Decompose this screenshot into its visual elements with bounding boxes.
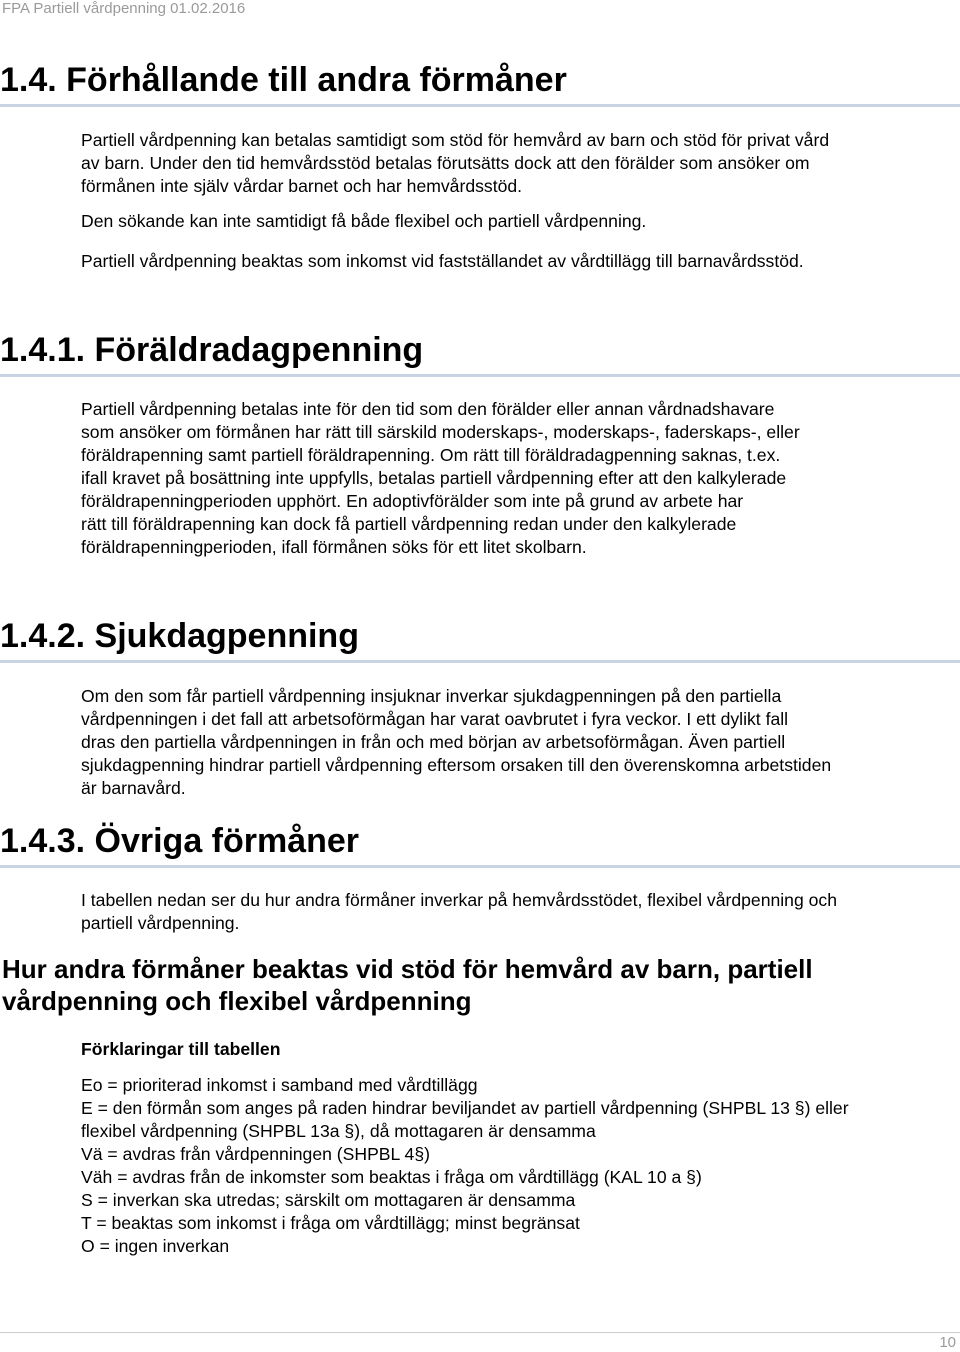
legend-item: T = beaktas som inkomst i fråga om vårdtillägg; minst begränsat [81,1213,580,1233]
running-header: FPA Partiell vårdpenning 01.02.2016 [2,0,246,17]
legend-item: S = inverkan ska utredas; särskilt om mottagaren är densamma [81,1190,576,1210]
paragraph-1-4-2 [81,685,960,800]
text-line: dras den partiella vårdpenningen in från och med början av arbetsoförmågan. Även partiell [81,732,786,752]
legend-item: flexibel vårdpenning (SHPBL 13a §), då mottagaren är densamma [81,1121,596,1141]
text-line: vårdpenningen i det fall att arbetsoförmågan har varat oavbrutet i fyra veckor. I ett dylikt fall [81,709,789,729]
heading-rule [0,865,960,868]
legend-item: Väh = avdras från de inkomster som beaktas i fråga om vårdtillägg (KAL 10 a §) [81,1167,702,1187]
paragraph-1-4-3 [81,889,960,935]
page-number: 10 [939,1334,956,1351]
text-line: Om den som får partiell vårdpenning insjuknar inverkar sjukdagpenningen på den partiella [81,686,782,706]
legend-heading: Förklaringar till tabellen [81,1039,281,1059]
text-line: föräldrapenningperioden, ifall förmånen söks för ett litet skolbarn. [81,537,587,557]
text-line: Partiell vårdpenning kan betalas samtidigt som stöd för hemvård av barn och stöd för privat vård [81,130,830,150]
section-heading-1-4-1: 1.4.1. Föräldradagpenning [0,331,424,369]
heading-rule [0,660,960,663]
section-heading-1-4-2: 1.4.2. Sjukdagpenning [0,617,359,655]
section-heading-1-4-3: 1.4.3. Övriga förmåner [0,822,360,860]
heading-rule [0,374,960,377]
text-line: föräldrapenningperioden upphört. En adoptivförälder som inte på grund av arbete har [81,491,744,511]
legend-item: Eo = prioriterad inkomst i samband med vårdtillägg [81,1075,478,1095]
section-heading-1-4: 1.4. Förhållande till andra förmåner [0,61,567,99]
text-line: I tabellen nedan ser du hur andra förmåner inverkar på hemvårdsstödet, flexibel vårdpenning och [81,890,838,910]
table-title-line: vårdpenning och flexibel vårdpenning [2,986,472,1016]
text-line: förmånen inte själv vårdar barnet och har hemvårdsstöd. [81,176,523,196]
text-line: sjukdagpenning hindrar partiell vårdpenning eftersom orsaken till den överenskomna arbetstiden [81,755,832,775]
text-line: som ansöker om förmånen har rätt till särskild moderskaps-, moderskaps-, faderskaps-, eller [81,422,800,442]
text-line: Partiell vårdpenning betalas inte för den tid som den förälder eller annan vårdnadshavare [81,399,775,419]
paragraph-1-4-b [81,210,960,233]
text-line: ifall kravet på bosättning inte uppfylls, betalas partiell vårdpenning efter att den kalkylerade [81,468,787,488]
text-line: rätt till föräldrapenning kan dock få partiell vårdpenning redan under den kalkylerade [81,514,737,534]
paragraph-1-4-1 [81,398,960,559]
heading-rule [0,104,960,107]
text-line: Den sökande kan inte samtidigt få både flexibel och partiell vårdpenning. [81,211,647,231]
text-line: partiell vårdpenning. [81,913,240,933]
paragraph-1-4-a [81,129,960,198]
legend-item: E = den förmån som anges på raden hindrar beviljandet av partiell vårdpenning (SHPBL 13 §) eller [81,1098,849,1118]
text-line: av barn. Under den tid hemvårdsstöd betalas förutsätts dock att den förälder som ansöker om [81,153,810,173]
table-title-line: Hur andra förmåner beaktas vid stöd för hemvård av barn, partiell [2,954,813,984]
legend-item: O = ingen inverkan [81,1236,230,1256]
legend-item: Vä = avdras från vårdpenningen (SHPBL 4§) [81,1144,430,1164]
legend-list [81,1074,849,1258]
paragraph-1-4-c [81,250,960,273]
text-line: Partiell vårdpenning beaktas som inkomst vid fastställandet av vårdtillägg till barnavårdsstöd. [81,251,804,271]
text-line: föräldrapenning samt partiell föräldrapenning. Om rätt till föräldradagpenning saknas, t.ex. [81,445,781,465]
text-line: är barnavård. [81,778,186,798]
table-title [2,953,813,1017]
footer-rule [0,1332,960,1333]
